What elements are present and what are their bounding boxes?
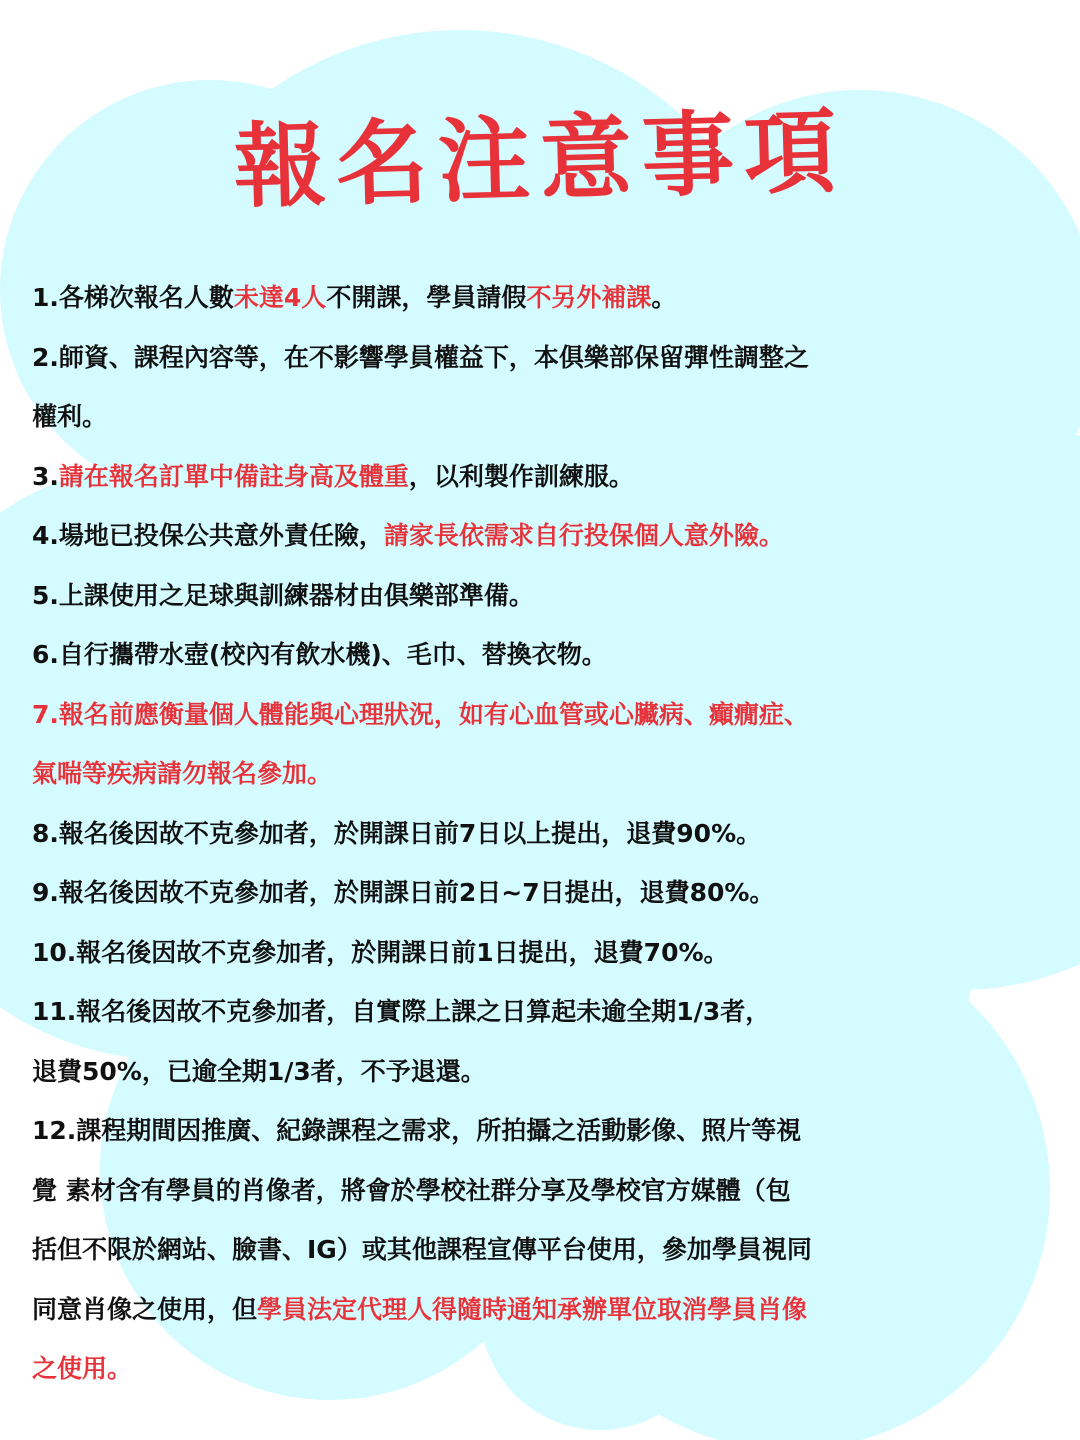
rule-item	[32, 328, 1062, 447]
rule-text: 11.報名後因故不克參加者，自實際上課之日算起未逾全期1/3者，	[32, 997, 771, 1026]
rule-text: 括但不限於網站、臉書、IG）或其他課程宣傳平台使用，參加學員視同	[32, 1235, 812, 1264]
rule-item	[32, 268, 1062, 328]
rule-item	[32, 1101, 1062, 1399]
rule-text: ，以利製作訓練服。	[408, 461, 634, 491]
rule-text: 6.自行攜帶水壺(校內有飲水機)、毛巾、替換衣物。	[32, 640, 607, 669]
highlight-text: 7.報名前應衡量個人體能與心理狀況，如有心血管或心臟病、癲癇症、	[32, 699, 809, 729]
rule-item	[32, 685, 1062, 804]
rule-line	[32, 387, 1062, 447]
highlight-text: 請在報名訂單中備註身高及體重	[58, 461, 409, 491]
rule-line	[32, 625, 1062, 685]
rule-item	[32, 447, 1062, 507]
rule-line	[32, 1042, 1062, 1102]
highlight-text: 氣喘等疾病請勿報名參加。	[32, 759, 333, 788]
rule-item	[32, 625, 1062, 685]
page-title: 報名注意事項	[232, 98, 848, 221]
rule-text: 覺 素材含有學員的肖像者，將會於學校社群分享及學校官方媒體（包	[32, 1175, 791, 1205]
highlight-text: 未達4人	[233, 283, 327, 312]
highlight-text: 請家長依需求自行投保個人意外險。	[383, 521, 784, 550]
rule-text: 。	[651, 283, 677, 312]
rule-line	[32, 744, 1062, 804]
highlight-text: 之使用。	[32, 1354, 133, 1383]
rule-text: 9.報名後因故不克參加者，於開課日前2日~7日提出，退費80%。	[32, 878, 775, 907]
rule-item	[32, 506, 1062, 566]
rule-line	[32, 863, 1062, 923]
rule-line	[32, 506, 1062, 566]
rule-line	[32, 923, 1062, 983]
rule-line	[32, 982, 1062, 1042]
rule-line	[32, 1220, 1062, 1280]
highlight-text: 不另外補課	[526, 283, 652, 312]
rule-text: 8.報名後因故不克參加者，於開課日前7日以上提出，退費90%。	[32, 818, 762, 848]
rule-line	[32, 804, 1062, 864]
rule-item	[32, 804, 1062, 864]
rule-text: 4.場地已投保公共意外責任險，	[32, 521, 384, 550]
rule-line	[32, 1280, 1062, 1340]
rule-item	[32, 863, 1062, 923]
rule-text: 3.	[32, 461, 59, 491]
rule-line	[32, 447, 1062, 507]
rule-line	[32, 328, 1062, 388]
rules-list	[32, 268, 1062, 1399]
rule-text: 1.各梯次報名人數	[32, 283, 234, 312]
rule-text: 2.師資、課程內容等，在不影響學員權益下，本俱樂部保留彈性調整之	[32, 342, 809, 372]
rule-item	[32, 982, 1062, 1101]
highlight-text: 學員法定代理人得隨時通知承辦單位取消學員肖像	[257, 1294, 808, 1324]
rule-line	[32, 566, 1062, 626]
rule-text: 12.課程期間因推廣、紀錄課程之需求，所拍攝之活動影像、照片等視	[32, 1116, 802, 1145]
rule-text: 10.報名後因故不克參加者，於開課日前1日提出，退費70%。	[32, 937, 729, 967]
rule-item	[32, 566, 1062, 626]
rule-line	[32, 1161, 1062, 1221]
rule-text: 同意肖像之使用，但	[32, 1294, 258, 1324]
rule-line	[32, 1101, 1062, 1161]
rule-line	[32, 685, 1062, 745]
rule-line	[32, 1339, 1062, 1399]
rule-text: 5.上課使用之足球與訓練器材由俱樂部準備。	[32, 580, 534, 610]
rule-item	[32, 923, 1062, 983]
rule-text: 退費50%，已逾全期1/3者，不予退還。	[32, 1056, 486, 1086]
rule-line	[32, 268, 1062, 328]
rule-text: 權利。	[32, 402, 108, 431]
rule-text: 不開課，學員請假	[326, 283, 527, 312]
